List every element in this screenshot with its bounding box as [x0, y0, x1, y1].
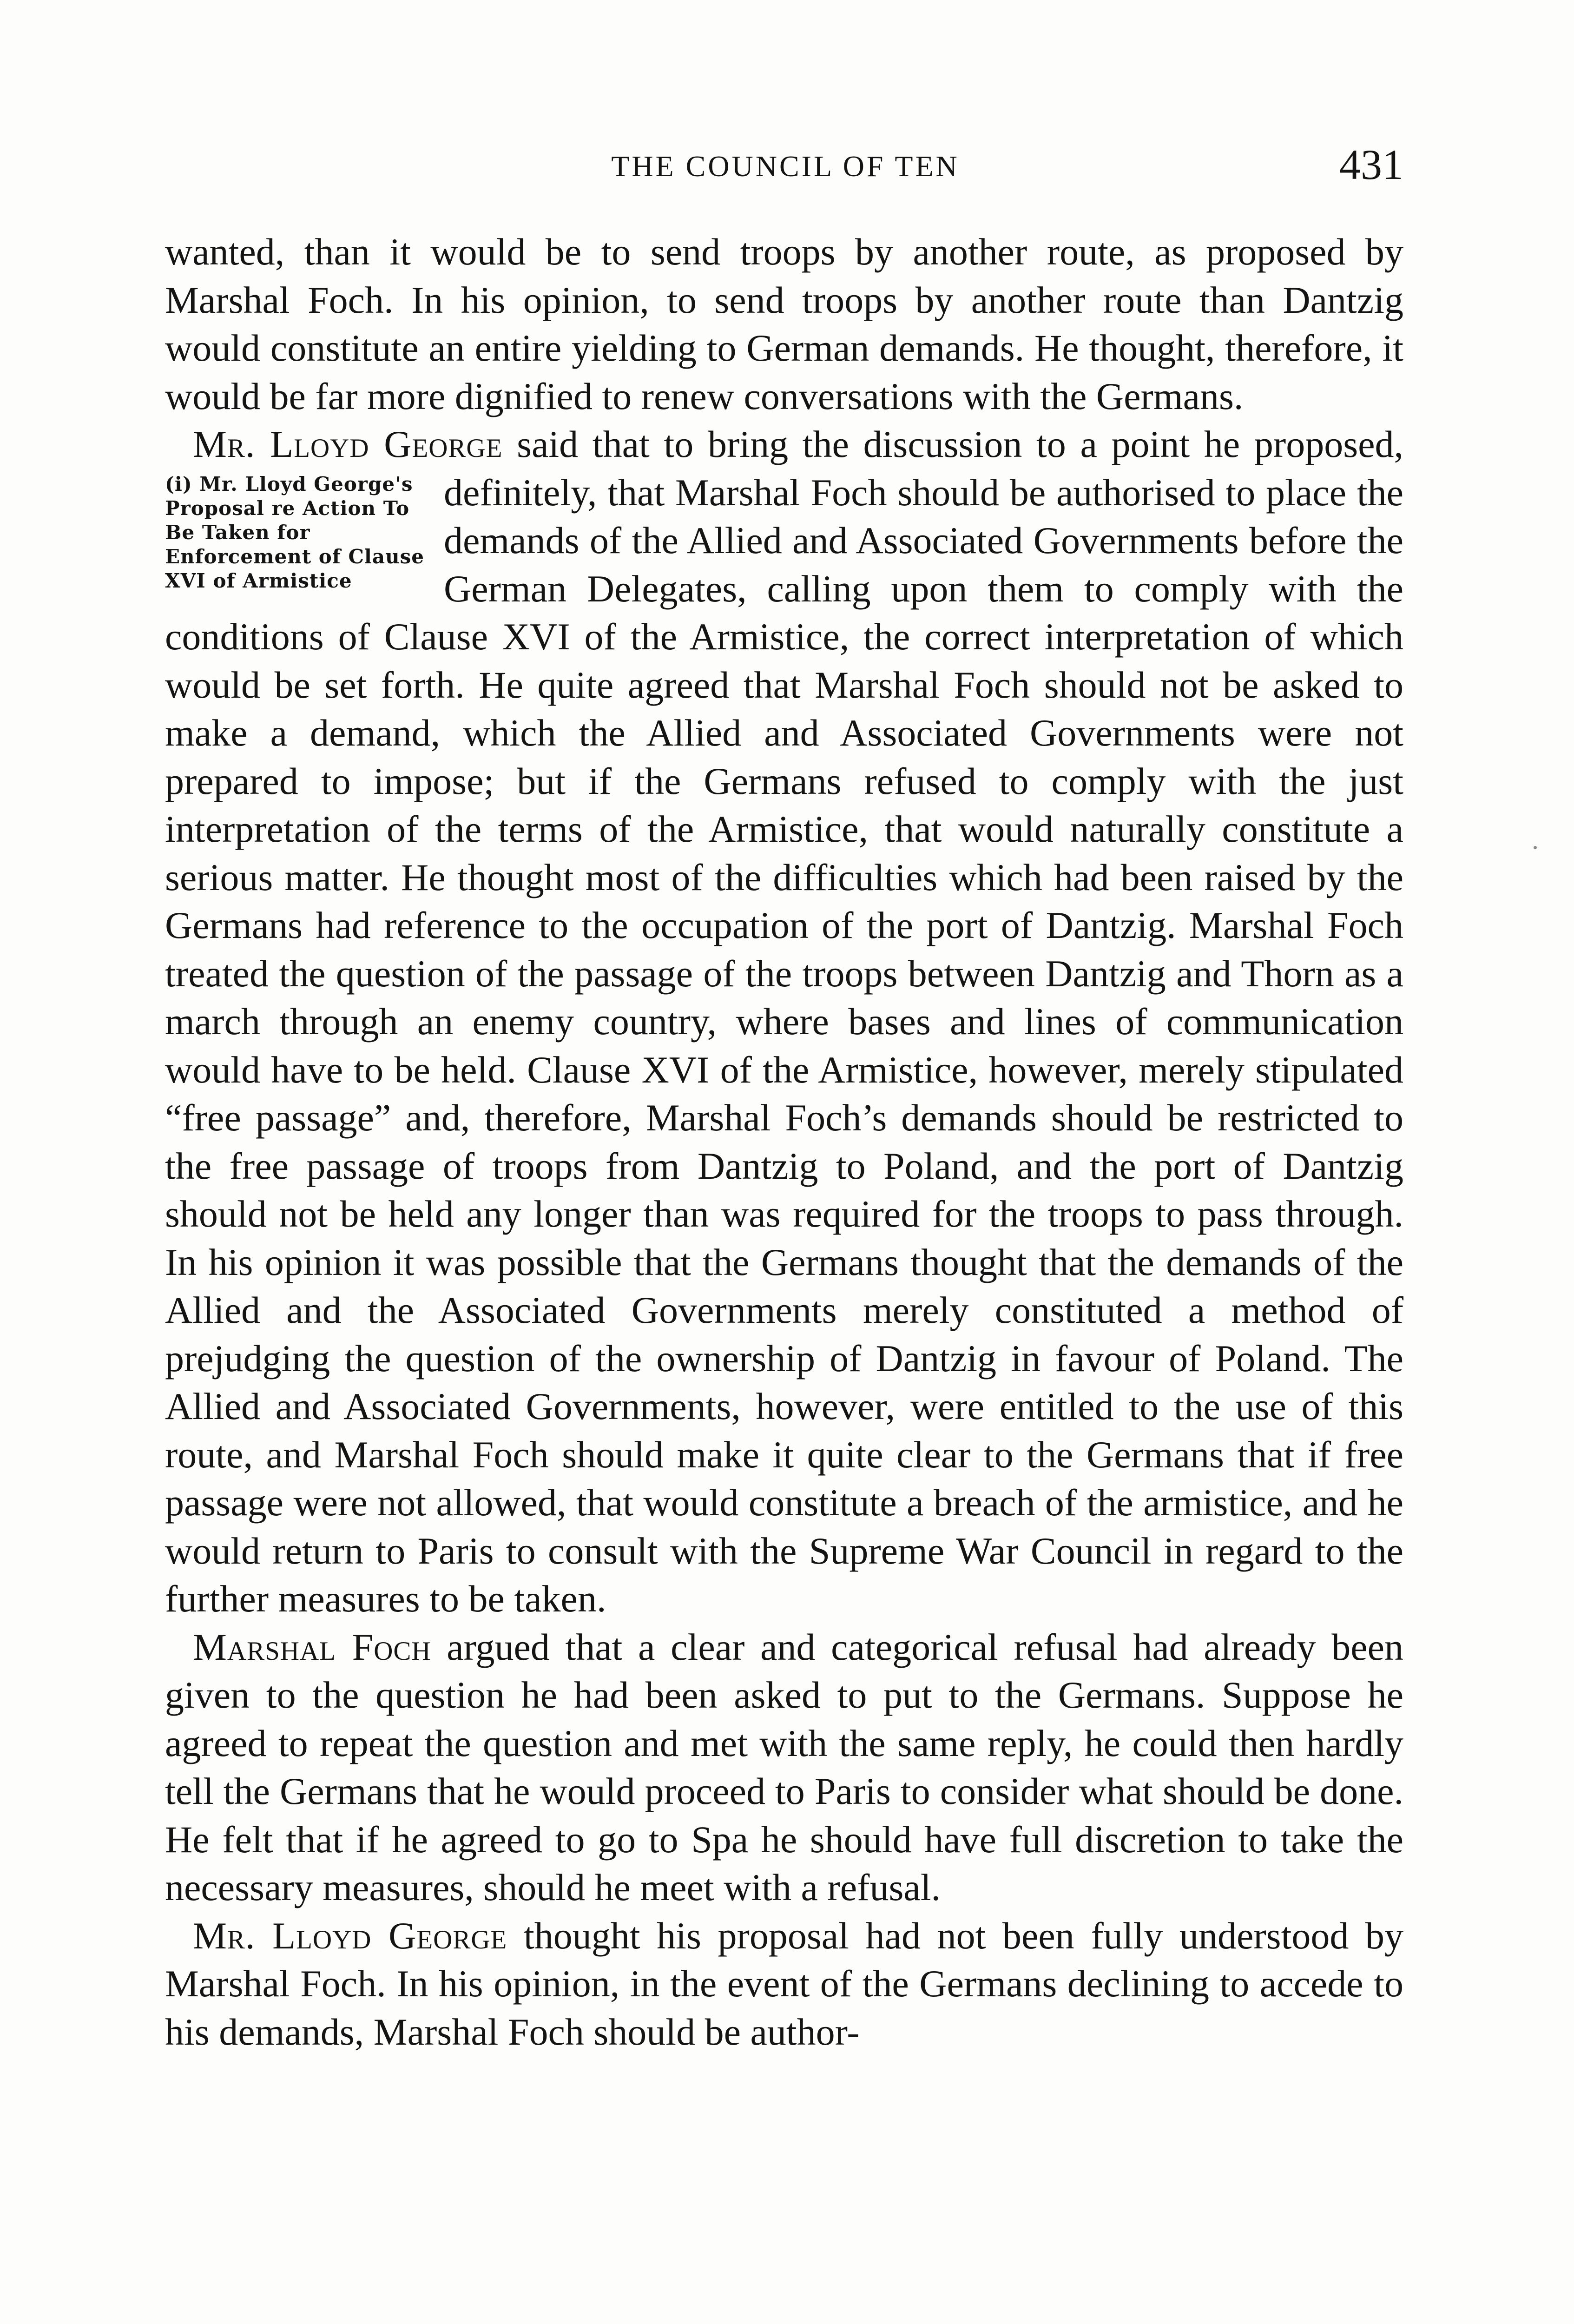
running-header: [167, 141, 1403, 194]
page-number: 431: [1339, 141, 1403, 188]
scan-speck: [1534, 846, 1537, 849]
paragraph-2: [165, 420, 1403, 1623]
paragraph-3-text: argued that a clear and categorical refusal had already been given to the question he had been asked to put to the Germans. Suppose he agreed to repeat the question and met with the same reply, he could then hardly tell the Germans that he would proceed to Paris to consider what should be done. He felt that if he agreed to go to Spa he should have full discretion to take the necessary measures, should he meet with a refusal.: [165, 1625, 1404, 1908]
paragraph-2-text-a: said that to bring the discussion to a point he proposed, definitely, that Marshal Foch should be authorised to place: [444, 423, 1403, 514]
running-title: THE COUNCIL OF TEN: [611, 150, 960, 183]
speaker-name: Mr. Lloyd George: [193, 1914, 507, 1957]
paragraph-4-text: thought his proposal had not been fully understood by Marshal Foch. In his opinion, in the event of the Germans declining to accede to his demands, Marshal Foch should be author-: [165, 1914, 1404, 2053]
margin-sidenote: (i) Mr. Lloyd George's Proposal re Action To Be Taken for Enforcement of Clause XVI of Armistice: [165, 472, 424, 592]
paragraph-2-text-b: the demands of the Allied and Associated Governments before the German Delegates, calling upon them to comply with the conditions of Clause XVI of the Armistice, the correct interpretation of which would be set forth. He quite agreed that Marshal Foch should not be asked to make a demand, which the Allied and Associated Governments were not prepared to impose; but if the Germans refused to comply with the just interpretation of the terms of the Armistice, that would naturally constitute a serious matter. He thought most of the difficulties which had been raised by the Germans had reference to the occupation of the port of Dantzig. Marshal Foch treated the question of the passage of the troops between Dantzig and Thorn as a march through an enemy country, where bases and lines of communication would have to be held. Clause XVI of the Armistice, however, merely stipulated “free passage” and, therefore, Marshal Foch’s demands should be restricted to the free passage of troops from Dantzig to Poland, and the port of Dantzig should not be held any longer than was required for the troops to pass through. In his opinion it was possible that the Germans thought that the demands of the Allied and the Associated Governments merely constituted a method of prejudging the question of the ownership of Dantzig in favour of Poland. The Allied and Associated Governments, however, were entitled to the use of this route, and Marshal Foch should make it quite clear to the Germans that if free passage were not allowed, that would constitute a breach of the armistice, and he would return to Paris to consult with the Supreme War Council in regard to the further measures to be taken.: [165, 471, 1403, 1620]
paragraph-1: wanted, than it would be to send troops by another route, as proposed by Marshal Foch. In his opinion, to send troops by another route than Dantzig would constitute an entire yielding to German demands. He thought, therefore, it would be far more dignified to renew conversations with the Germans.: [165, 231, 1403, 417]
speaker-name: Mr. Lloyd George: [193, 423, 503, 465]
speaker-name: Marshal Foch: [193, 1625, 431, 1668]
body-text: [165, 228, 1403, 2056]
paragraph-4: [165, 1912, 1403, 2056]
paragraph-3: [165, 1623, 1403, 1912]
